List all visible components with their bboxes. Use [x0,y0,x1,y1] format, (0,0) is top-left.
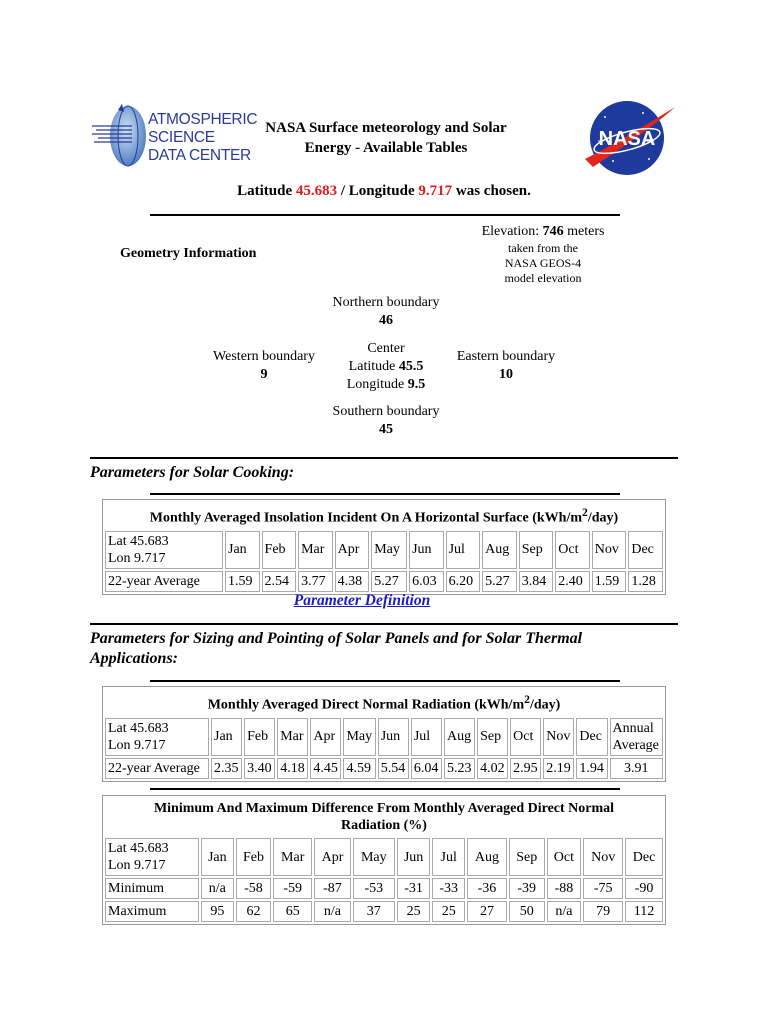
section-divider [90,457,678,459]
month-header: Oct [547,838,582,876]
northern-boundary [316,294,456,330]
annual-value-cell: 3.91 [610,758,664,779]
lat-prefix: Latitude [237,183,296,199]
month-header: May [343,718,375,756]
value-cell: 3.77 [298,571,333,592]
value-cell: 79 [583,901,623,922]
nasa-logo [583,97,679,179]
insolation-table-caption [105,502,663,529]
value-cell: 4.59 [343,758,375,779]
page-title-line2: Energy - Available Tables [304,140,468,156]
value-cell: 4.02 [477,758,508,779]
value-cell: -87 [314,878,351,899]
value-cell: 4.18 [277,758,308,779]
table-row [105,571,663,592]
value-cell: 6.03 [409,571,444,592]
month-header: Apr [314,838,351,876]
asdc-globe-icon [92,100,152,172]
annual-line1: Annual [612,720,654,736]
value-cell: 1.59 [225,571,260,592]
center-lon-label: Longitude [346,377,408,392]
value-cell: -39 [509,878,545,899]
asdc-logo-text [148,111,257,165]
section-title-line1: Parameters for Sizing and Pointing of Solar Panels and for Solar Thermal [90,630,583,647]
elevation-note-1: taken from the [508,241,578,255]
month-header: Jun [378,718,409,756]
month-header: Jan [225,531,260,569]
month-header: Jul [432,838,465,876]
table-row [105,758,663,779]
value-cell: 5.27 [371,571,407,592]
nasa-meatball-icon [583,97,679,179]
caption-unit: /day) [529,697,561,713]
caption-text: Monthly Averaged Insolation Incident On A Horizontal Surface (kWh/m [149,510,583,526]
caption-line1: Minimum And Maximum Difference From Monthly Averaged Direct Normal [153,801,615,816]
value-cell: 5.23 [444,758,475,779]
value-cell: 2.35 [211,758,242,779]
month-header: Mar [273,838,312,876]
annual-average-header [610,718,664,756]
month-header: Mar [298,531,333,569]
table-lat: Lat 45.683 [108,533,169,549]
month-header: May [353,838,395,876]
month-header: Nov [543,718,574,756]
value-cell: 4.45 [310,758,341,779]
month-header: Sep [519,531,554,569]
month-header: Jan [211,718,242,756]
value-cell: 1.94 [576,758,607,779]
caption-text: Monthly Averaged Direct Normal Radiation (kWh/m [207,697,525,713]
center-label: Center [367,341,405,356]
row-label: Maximum [105,901,199,922]
value-cell: -59 [273,878,312,899]
geometry-label: Geometry Information [120,246,257,261]
caption-line2: Radiation (%) [341,818,427,833]
center-lat-label: Latitude [348,359,399,374]
month-header: Feb [262,531,297,569]
month-header: Jul [446,531,481,569]
month-header: Sep [509,838,545,876]
page-title [262,118,510,158]
month-header: Aug [467,838,507,876]
value-cell: 2.40 [555,571,590,592]
value-cell: 50 [509,901,545,922]
western-boundary-value: 9 [260,367,268,382]
value-cell: 6.20 [446,571,481,592]
lat-lon-cell [105,531,223,569]
month-header: Sep [477,718,508,756]
table-row [105,878,663,899]
asdc-line3: DATA CENTER [148,147,251,164]
month-header: Dec [625,838,663,876]
divider [150,788,620,790]
value-cell: 3.40 [244,758,275,779]
table-lon: Lon 9.717 [108,550,166,566]
month-header: Feb [244,718,275,756]
month-header: Nov [592,531,627,569]
section-title-solar-cooking: Parameters for Solar Cooking: [90,464,295,481]
month-header: Jun [397,838,431,876]
month-header: May [371,531,407,569]
elevation-note-2: NASA GEOS-4 [504,256,582,270]
value-cell: 1.28 [628,571,663,592]
southern-boundary-value: 45 [379,422,393,437]
value-cell: n/a [314,901,351,922]
value-cell: -75 [583,878,623,899]
elevation-unit: meters [563,224,605,239]
value-cell: 5.27 [482,571,517,592]
elevation-label: Elevation: [481,224,543,239]
month-header: Feb [236,838,272,876]
value-cell: 37 [353,901,395,922]
northern-boundary-value: 46 [379,313,393,328]
month-header: Jun [409,531,444,569]
row-label: Minimum [105,878,199,899]
month-header: Jul [411,718,442,756]
row-label: 22-year Average [105,571,223,592]
table-lon: Lon 9.717 [108,737,166,753]
value-cell: 2.54 [262,571,297,592]
month-header: Mar [277,718,308,756]
divider [150,214,620,216]
table-header-row [105,838,663,876]
value-cell: 2.95 [510,758,541,779]
value-cell: 5.54 [378,758,409,779]
western-boundary [200,348,328,384]
value-cell: 2.19 [543,758,574,779]
parameter-definition-link[interactable]: Parameter Definition [293,592,431,609]
value-cell: 25 [397,901,431,922]
nasa-logo-text: NASA [598,128,656,150]
center-point [330,340,442,394]
value-cell: -88 [547,878,582,899]
direct-normal-table [102,686,666,782]
month-header: Jan [201,838,234,876]
lat-value: 45.683 [295,183,338,199]
center-lon-value: 9.5 [407,377,426,392]
northern-boundary-label: Northern boundary [332,295,440,310]
center-longitude [330,376,442,394]
month-header: Oct [555,531,590,569]
value-cell: -53 [353,878,395,899]
elevation-note [484,241,602,286]
value-cell: 25 [432,901,465,922]
value-cell: 112 [625,901,663,922]
lat-lon-cell [105,718,209,756]
location-suffix: was chosen. [452,183,531,199]
value-cell: -31 [397,878,431,899]
elevation [470,224,616,240]
lat-lon-cell [105,838,199,876]
southern-boundary-label: Southern boundary [332,404,440,419]
annual-line2: Average [612,737,659,753]
min-max-table-caption [105,798,663,836]
value-cell: -90 [625,878,663,899]
month-header: Aug [444,718,475,756]
lon-prefix: / Longitude [337,183,419,199]
row-label: 22-year Average [105,758,209,779]
value-cell: 27 [467,901,507,922]
table-row [105,901,663,922]
southern-boundary [316,403,456,439]
month-header: Oct [510,718,541,756]
insolation-table [102,499,666,595]
center-lat-value: 45.5 [398,359,424,374]
value-cell: n/a [201,878,234,899]
section-title-line2: Applications: [90,650,179,667]
table-lat: Lat 45.683 [108,720,169,736]
caption-unit: /day) [587,510,619,526]
location-summary [150,183,618,200]
value-cell: 1.59 [592,571,627,592]
month-header: Apr [310,718,341,756]
elevation-note-3: model elevation [504,271,582,285]
direct-normal-table-caption [105,689,663,716]
min-max-table [102,795,666,925]
value-cell: -36 [467,878,507,899]
divider [150,493,620,495]
value-cell: 65 [273,901,312,922]
asdc-logo [92,100,258,172]
caption-sup: 2 [524,693,530,706]
value-cell: 62 [236,901,272,922]
table-lat: Lat 45.683 [108,841,169,856]
table-header-row [105,718,663,756]
value-cell: -33 [432,878,465,899]
value-cell: 6.04 [411,758,442,779]
section-title-solar-panels [90,629,582,669]
section-divider [90,623,678,625]
caption-sup: 2 [582,506,588,519]
center-latitude [330,358,442,376]
eastern-boundary-value: 10 [499,367,513,382]
month-header: Nov [583,838,623,876]
table-lon: Lon 9.717 [108,858,166,873]
page-title-line1: NASA Surface meteorology and Solar [265,120,507,136]
value-cell: 3.84 [519,571,554,592]
eastern-boundary-label: Eastern boundary [456,349,556,364]
western-boundary-label: Western boundary [213,349,315,364]
elevation-value: 746 [542,224,564,239]
month-header: Dec [576,718,607,756]
table-header-row [105,531,663,569]
value-cell: 95 [201,901,234,922]
month-header: Aug [482,531,517,569]
lon-value: 9.717 [418,183,453,199]
asdc-line1: ATMOSPHERIC [148,111,258,128]
value-cell: -58 [236,878,272,899]
divider [150,680,620,682]
month-header: Apr [335,531,370,569]
eastern-boundary [444,348,568,384]
asdc-line2: SCIENCE [148,129,215,146]
value-cell: 4.38 [335,571,370,592]
month-header: Dec [628,531,663,569]
value-cell: n/a [547,901,582,922]
